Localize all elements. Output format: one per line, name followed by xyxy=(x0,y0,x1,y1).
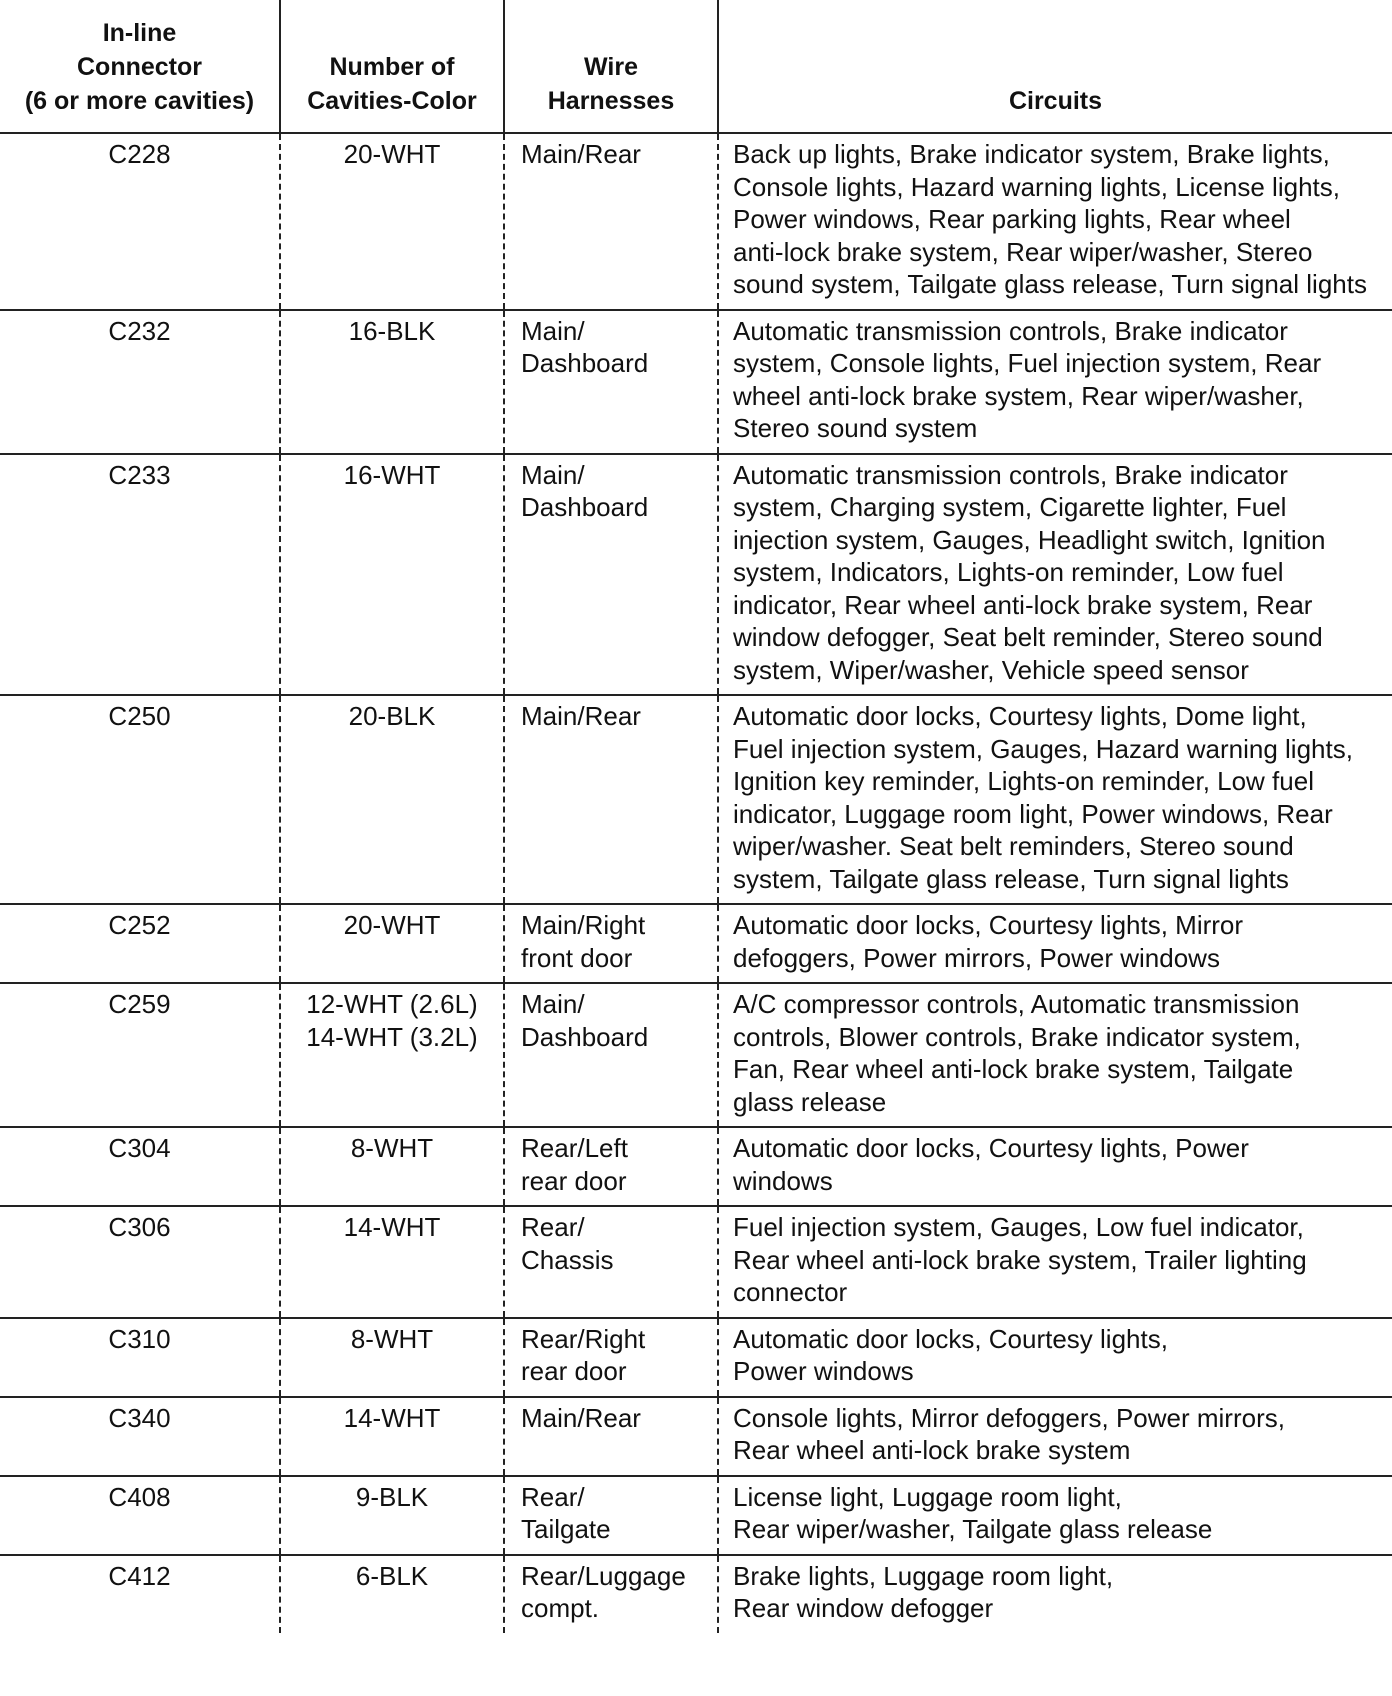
text-line: Rear/ xyxy=(521,1481,585,1512)
table-row-c259 xyxy=(0,983,1392,1127)
text-line: Wire xyxy=(584,53,638,81)
text-line: Dashboard xyxy=(521,1021,649,1052)
text-line: sound system, Tailgate glass release, Turn signal lights xyxy=(733,269,1367,299)
text-line: indicator, Rear wheel anti-lock brake system, Rear xyxy=(733,589,1313,620)
text-line: anti-lock brake system, Rear wiper/washer, Stereo xyxy=(733,236,1313,267)
text-line: wheel anti-lock brake system, Rear wiper/washer, xyxy=(733,380,1304,411)
connector-id: C252 xyxy=(108,910,171,940)
text-line: Chassis xyxy=(521,1244,614,1275)
text-line: injection system, Gauges, Headlight switch, Ignition xyxy=(733,524,1326,555)
wire-harnesses-cell xyxy=(504,983,718,1127)
wire-harnesses-cell xyxy=(504,310,718,454)
connector-id: C304 xyxy=(108,1133,171,1163)
text-line: Main/Right xyxy=(521,910,646,940)
text-line: Rear wheel anti-lock brake system xyxy=(733,1435,1131,1465)
connector-id: C259 xyxy=(108,989,171,1019)
table-row-c232 xyxy=(0,310,1392,454)
cavities-color-cell xyxy=(280,1476,504,1555)
text-line: 8-WHT xyxy=(350,1133,434,1163)
text-line: Rear wiper/washer, Tailgate glass release xyxy=(733,1514,1213,1544)
text-line: Rear/Luggage xyxy=(521,1560,686,1591)
connector-id: C250 xyxy=(108,701,171,731)
text-line: wiper/washer. Seat belt reminders, Stereo sound xyxy=(733,831,1294,861)
table-row-c412 xyxy=(0,1555,1392,1633)
text-line: 8-WHT xyxy=(350,1323,434,1354)
text-line: Main/Rear xyxy=(521,701,641,731)
text-line: Tailgate xyxy=(521,1514,611,1544)
text-line: Rear window defogger xyxy=(733,1593,994,1623)
connector-cell xyxy=(0,133,280,310)
table-row-c306 xyxy=(0,1206,1392,1318)
text-line: 16-WHT xyxy=(343,459,441,490)
text-line: Rear/Left xyxy=(521,1133,628,1163)
connector-cell xyxy=(0,695,280,904)
circuits-cell xyxy=(718,1127,1392,1206)
text-line: rear door xyxy=(521,1356,627,1386)
table-row-c228 xyxy=(0,133,1392,310)
cavities-color-cell xyxy=(280,454,504,696)
text-line: windows xyxy=(733,1165,833,1196)
connector-cell xyxy=(0,1397,280,1476)
text-line: 14-WHT xyxy=(343,1212,441,1242)
text-line: Console lights, Hazard warning lights, License lights, xyxy=(733,171,1340,202)
connector-cell xyxy=(0,1206,280,1318)
connector-cell xyxy=(0,904,280,983)
text-line: 9-BLK xyxy=(355,1481,429,1512)
connector-id: C306 xyxy=(108,1212,171,1242)
text-line: rear door xyxy=(521,1165,627,1196)
circuits-cell xyxy=(718,904,1392,983)
connector-id: C340 xyxy=(108,1402,171,1433)
text-line: Main/Rear xyxy=(521,1402,641,1433)
connector-cell xyxy=(0,1476,280,1555)
text-line: glass release xyxy=(733,1086,887,1117)
text-line: Automatic door locks, Courtesy lights, Power xyxy=(733,1133,1249,1163)
cavities-color-cell xyxy=(280,1127,504,1206)
text-line: Dashboard xyxy=(521,348,649,378)
header-cavities-color xyxy=(280,0,504,133)
circuits-cell xyxy=(718,454,1392,696)
connector-cell xyxy=(0,1555,280,1633)
text-line: 14-WHT (3.2L) xyxy=(306,1021,478,1052)
header-wire-harnesses xyxy=(504,0,718,133)
text-line: Automatic transmission controls, Brake indicator xyxy=(733,315,1288,346)
text-line: Connector xyxy=(77,53,202,81)
text-line: Automatic transmission controls, Brake indicator xyxy=(733,459,1288,490)
wire-harnesses-cell xyxy=(504,1397,718,1476)
text-line: Rear/ xyxy=(521,1212,585,1242)
connector-id: C408 xyxy=(108,1481,171,1512)
text-line: Main/ xyxy=(521,459,585,490)
wire-harnesses-cell xyxy=(504,1127,718,1206)
text-line: 20-WHT xyxy=(343,139,441,169)
text-line: Brake lights, Luggage room light, xyxy=(733,1560,1114,1591)
text-line: Main/ xyxy=(521,315,585,346)
text-line: connector xyxy=(733,1277,848,1307)
text-line: A/C compressor controls, Automatic transmission xyxy=(733,989,1300,1019)
wire-harnesses-cell xyxy=(504,1318,718,1397)
text-line: Console lights, Mirror defoggers, Power mirrors, xyxy=(733,1402,1285,1433)
table-row-c408 xyxy=(0,1476,1392,1555)
cavities-color-cell xyxy=(280,1555,504,1633)
text-line: Automatic door locks, Courtesy lights, Dome light, xyxy=(733,701,1307,731)
table-row-c233 xyxy=(0,454,1392,696)
text-line: Fuel injection system, Gauges, Low fuel indicator, xyxy=(733,1212,1304,1242)
text-line: system, Tailgate glass release, Turn signal lights xyxy=(733,863,1289,894)
text-line: Cavities-Color xyxy=(307,87,477,115)
text-line: License light, Luggage room light, xyxy=(733,1481,1122,1512)
connector-cell xyxy=(0,1318,280,1397)
text-line: system, Console lights, Fuel injection system, Rear xyxy=(733,348,1322,378)
text-line: Stereo sound system xyxy=(733,413,978,443)
table-row-c250 xyxy=(0,695,1392,904)
text-line: 14-WHT xyxy=(343,1402,441,1433)
text-line: 20-BLK xyxy=(348,701,436,731)
connector-id: C310 xyxy=(108,1323,171,1354)
connector-cell xyxy=(0,1127,280,1206)
cavities-color-cell xyxy=(280,904,504,983)
text-line: 16-BLK xyxy=(348,315,436,346)
text-line: 6-BLK xyxy=(355,1560,429,1591)
connector-id: C232 xyxy=(108,315,171,346)
cavities-color-cell xyxy=(280,310,504,454)
circuits-cell xyxy=(718,1318,1392,1397)
circuits-cell xyxy=(718,1206,1392,1318)
table-row-c304 xyxy=(0,1127,1392,1206)
text-line: Power windows, Rear parking lights, Rear wheel xyxy=(733,204,1291,234)
connector-cell xyxy=(0,310,280,454)
table-body xyxy=(0,133,1392,1633)
connector-cell xyxy=(0,983,280,1127)
text-line: Back up lights, Brake indicator system, Brake lights, xyxy=(733,139,1330,169)
text-line: Main/ xyxy=(521,989,585,1019)
circuits-cell xyxy=(718,133,1392,310)
text-line: 12-WHT (2.6L) xyxy=(306,989,478,1019)
text-line: compt. xyxy=(521,1593,600,1623)
text-line: Rear wheel anti-lock brake system, Trailer lighting xyxy=(733,1244,1307,1275)
table-row-c252 xyxy=(0,904,1392,983)
table-row-c310 xyxy=(0,1318,1392,1397)
text-line: Main/Rear xyxy=(521,139,641,169)
text-line: system, Indicators, Lights-on reminder, Low fuel xyxy=(733,557,1284,587)
circuits-cell xyxy=(718,983,1392,1127)
text-line: indicator, Luggage room light, Power windows, Rear xyxy=(733,798,1333,829)
table-row-c340 xyxy=(0,1397,1392,1476)
header-connector xyxy=(0,0,280,133)
text-line: Circuits xyxy=(1008,87,1103,115)
circuits-cell xyxy=(718,1397,1392,1476)
text-line: Dashboard xyxy=(521,492,649,522)
cavities-color-cell xyxy=(280,1318,504,1397)
connector-id: C228 xyxy=(108,139,171,169)
wire-harnesses-cell xyxy=(504,695,718,904)
text-line: front door xyxy=(521,942,633,973)
text-line: Rear/Right xyxy=(521,1323,646,1354)
wire-harnesses-cell xyxy=(504,1206,718,1318)
text-line: Number of xyxy=(329,53,455,81)
circuits-cell xyxy=(718,310,1392,454)
wire-harnesses-cell xyxy=(504,454,718,696)
text-line: Ignition key reminder, Lights-on reminder, Low fuel xyxy=(733,766,1314,796)
text-line: system, Wiper/washer, Vehicle speed sensor xyxy=(733,654,1249,685)
text-line: Fan, Rear wheel anti-lock brake system, Tailgate xyxy=(733,1054,1294,1084)
text-line: controls, Blower controls, Brake indicator system, xyxy=(733,1021,1301,1052)
text-line: In-line xyxy=(102,19,177,47)
text-line: window defogger, Seat belt reminder, Stereo sound xyxy=(733,622,1323,652)
wire-harnesses-cell xyxy=(504,1476,718,1555)
cavities-color-cell xyxy=(280,983,504,1127)
wire-harnesses-cell xyxy=(504,1555,718,1633)
cavities-color-cell xyxy=(280,695,504,904)
wire-harnesses-cell xyxy=(504,904,718,983)
circuits-cell xyxy=(718,1555,1392,1633)
text-line: defoggers, Power mirrors, Power windows xyxy=(733,942,1220,973)
connector-id: C233 xyxy=(108,459,171,490)
text-line: Automatic door locks, Courtesy lights, xyxy=(733,1323,1168,1354)
text-line: 20-WHT xyxy=(343,910,441,940)
connector-id: C412 xyxy=(108,1560,171,1591)
cavities-color-cell xyxy=(280,1397,504,1476)
text-line: system, Charging system, Cigarette lighter, Fuel xyxy=(733,492,1287,522)
text-line: Power windows xyxy=(733,1356,914,1386)
text-line: Harnesses xyxy=(547,87,675,115)
table-header-row xyxy=(0,0,1392,133)
cavities-color-cell xyxy=(280,133,504,310)
circuits-cell xyxy=(718,1476,1392,1555)
connector-cell xyxy=(0,454,280,696)
text-line: Automatic door locks, Courtesy lights, Mirror xyxy=(733,910,1244,940)
text-line: Fuel injection system, Gauges, Hazard warning lights, xyxy=(733,733,1353,764)
circuits-cell xyxy=(718,695,1392,904)
text-line: (6 or more cavities) xyxy=(24,87,255,115)
wire-harnesses-cell xyxy=(504,133,718,310)
cavities-color-cell xyxy=(280,1206,504,1318)
header-circuits xyxy=(718,0,1392,133)
